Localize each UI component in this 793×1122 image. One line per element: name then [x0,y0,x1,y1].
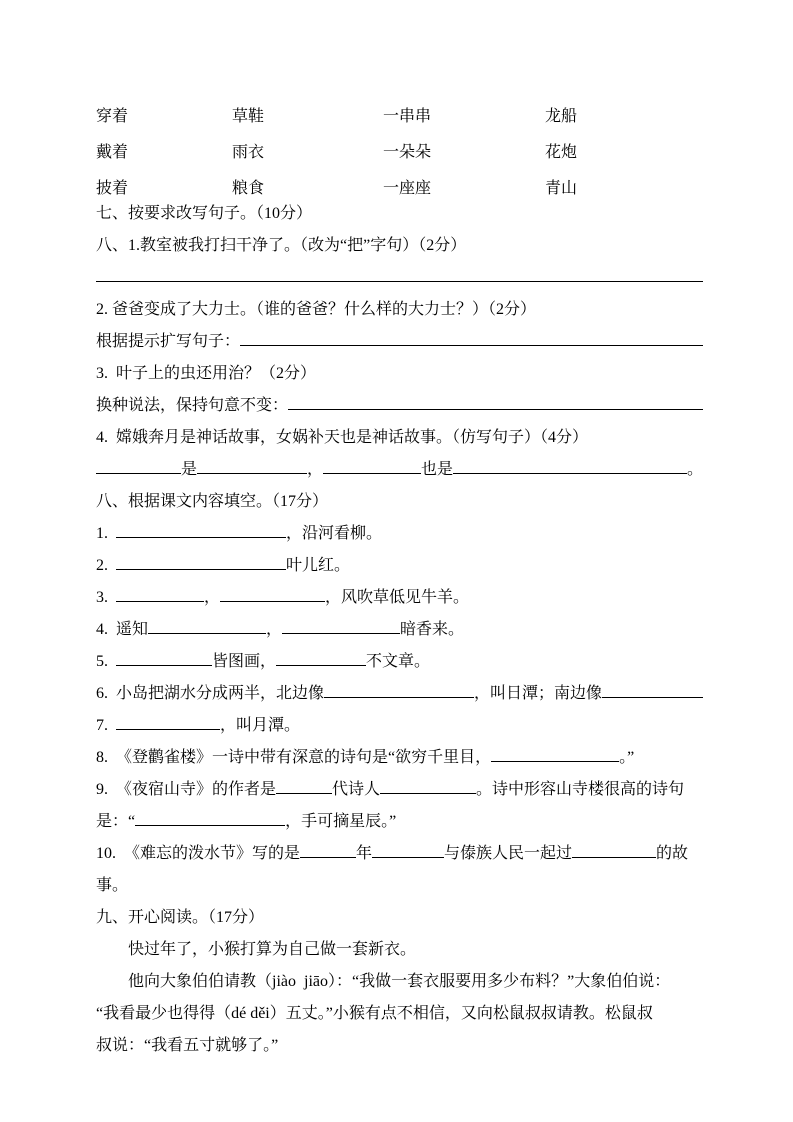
text-segment: ，风吹草低见牛羊。 [325,589,470,606]
text-segment: 也是 [421,461,454,478]
section-9-header [96,908,703,928]
fill-item-7 [96,716,703,736]
text-segment: 代诗人 [332,781,381,798]
text-segment: ​ 1. [96,525,116,542]
answer-blank [491,759,619,762]
answer-blank [282,631,400,634]
text-segment: ​ 4. 遥知 [96,621,149,638]
q8-item-4 [96,428,703,448]
text-segment: 。 [686,461,703,478]
answer-blank [116,663,212,666]
answer-blank [96,471,181,474]
content-lines [96,204,703,1056]
fill-item-3 [96,588,703,608]
text-segment: ， [266,621,283,638]
text-segment: 皆图画， [212,653,277,670]
matching-word: 雨衣 [232,143,265,161]
text-segment: ，叫月潭。 [220,717,301,734]
matching-word: 一串串 [383,107,432,125]
answer-blank [148,631,266,634]
text-segment: ，沿河看柳。 [286,525,383,542]
text-segment: 与傣族人民一起过 [444,845,573,862]
answer-blank [324,695,474,698]
matching-word: 一朵朵 [383,143,432,161]
matching-word: 一座座 [383,179,432,197]
fill-item-6 [96,684,703,704]
text-segment: ​ 5. [96,653,116,670]
matching-table [96,96,703,204]
text-segment: 暗香来。 [400,621,465,638]
text-segment: ​ 他向大象伯伯请教（jiào jiāo）：“我做一套衣服要用多少布料？”大象伯伯说： [128,973,671,990]
matching-word: 草鞋 [232,107,265,125]
text-segment: ​ 3. 叶子上的虫还用治？（2分） [96,365,317,382]
section-8-header [96,492,703,512]
matching-word: 青山 [545,179,578,197]
reading-paragraph-2-cont [96,1004,703,1024]
answer-blank [116,599,204,602]
answer-blank [116,727,220,730]
text-segment: ​ 6. 小岛把湖水分成两半，北边像 [96,685,325,702]
text-segment: ​ 八、根据课文内容填空。（17分） [96,493,329,510]
answer-blank [372,855,444,858]
fill-item-10 [96,844,703,864]
answer-blank [602,695,703,698]
q8-item-2-answer-line [96,332,703,352]
answer-blank [288,407,703,410]
answer-blank [116,535,286,538]
text-segment: ， [204,589,221,606]
answer-blank [323,471,421,474]
text-segment: ​ 9. 《夜宿山寺》的作者是 [96,781,277,798]
text-segment: ​ 叔说：“我看五寸就够了。” [96,1037,279,1054]
text-segment: ， [307,461,324,478]
text-segment: ​ 7. [96,717,116,734]
q8-item-1-answer-line [96,268,703,288]
text-segment: ​ 2. 爸爸变成了大力士。（谁的爸爸？什么样的大力士？）（2分） [96,301,537,318]
answer-blank [96,279,703,282]
q8-item-2 [96,300,703,320]
text-segment: 叶儿红。 [286,557,351,574]
text-segment: ​ 七、按要求改写句子。（10分） [96,205,313,222]
reading-paragraph-2 [96,972,703,992]
text-segment: ​ 10. 《难忘的泼水节》写的是 [96,845,301,862]
fill-item-2 [96,556,703,576]
text-segment: ​ 根据提示扩写句子： [96,333,241,350]
answer-blank [135,823,285,826]
text-segment: ，手可摘星辰。” [285,813,397,830]
matching-word: 披着 [96,179,129,197]
reading-paragraph-2-cont2 [96,1036,703,1056]
text-segment: ​ 4. 嫦娥奔月是神话故事，女娲补天也是神话故事。（仿写句子）（4分） [96,429,589,446]
text-segment: ​ 事。 [96,877,129,894]
answer-blank [300,855,356,858]
text-segment: ​ “我看最少也得得（dé děi）五丈。”小猴有点不相信，又向松鼠叔叔请教。松鼠叔 [96,1005,653,1022]
text-segment: 的故 [656,845,689,862]
text-segment: 不文章。 [366,653,431,670]
matching-word: 粮食 [232,179,265,197]
answer-blank [276,663,366,666]
fill-item-8 [96,748,703,768]
fill-item-10-cont [96,876,703,896]
text-segment: ​ 九、开心阅读。（17分） [96,909,265,926]
text-segment: 。诗中形容山寺楼很高的诗句 [476,781,685,798]
text-segment: 年 [356,845,373,862]
answer-blank [116,567,286,570]
text-segment: 。” [619,749,635,766]
matching-word: 穿着 [96,107,129,125]
fill-item-1 [96,524,703,544]
answer-blank [453,471,687,474]
text-segment: ​ 八、1.教室被我打扫干净了。（改为“把”字句）（2分） [96,237,467,254]
q8-item-3-answer-line [96,396,703,416]
answer-blank [276,791,332,794]
matching-word: 花炮 [545,143,578,161]
q8-item-4-answer-line [96,460,703,480]
answer-blank [572,855,656,858]
q8-item-1 [96,236,703,256]
answer-blank [220,599,325,602]
answer-blank [240,343,703,346]
text-segment: ​ 是：“ [96,813,136,830]
text-segment: ​ 是 [181,461,198,478]
fill-item-5 [96,652,703,672]
fill-item-9-cont [96,812,703,832]
text-segment: ，叫日潭；南边像 [474,685,603,702]
section-7-header [96,204,703,224]
reading-paragraph-1 [96,940,703,960]
answer-blank [197,471,307,474]
text-segment: ​ 换种说法，保持句意不变： [96,397,289,414]
fill-item-4 [96,620,703,640]
text-segment: ​ 3. [96,589,116,606]
fill-item-9 [96,780,703,800]
answer-blank [380,791,476,794]
text-segment: ​ 快过年了，小猴打算为自己做一套新衣。 [128,941,417,958]
q8-item-3 [96,364,703,384]
matching-word: 戴着 [96,143,129,161]
matching-word: 龙船 [545,107,578,125]
text-segment: ​ 2. [96,557,116,574]
text-segment: ​ 8. 《登鹳雀楼》一诗中带有深意的诗句是“欲穷千里目， [96,749,492,766]
